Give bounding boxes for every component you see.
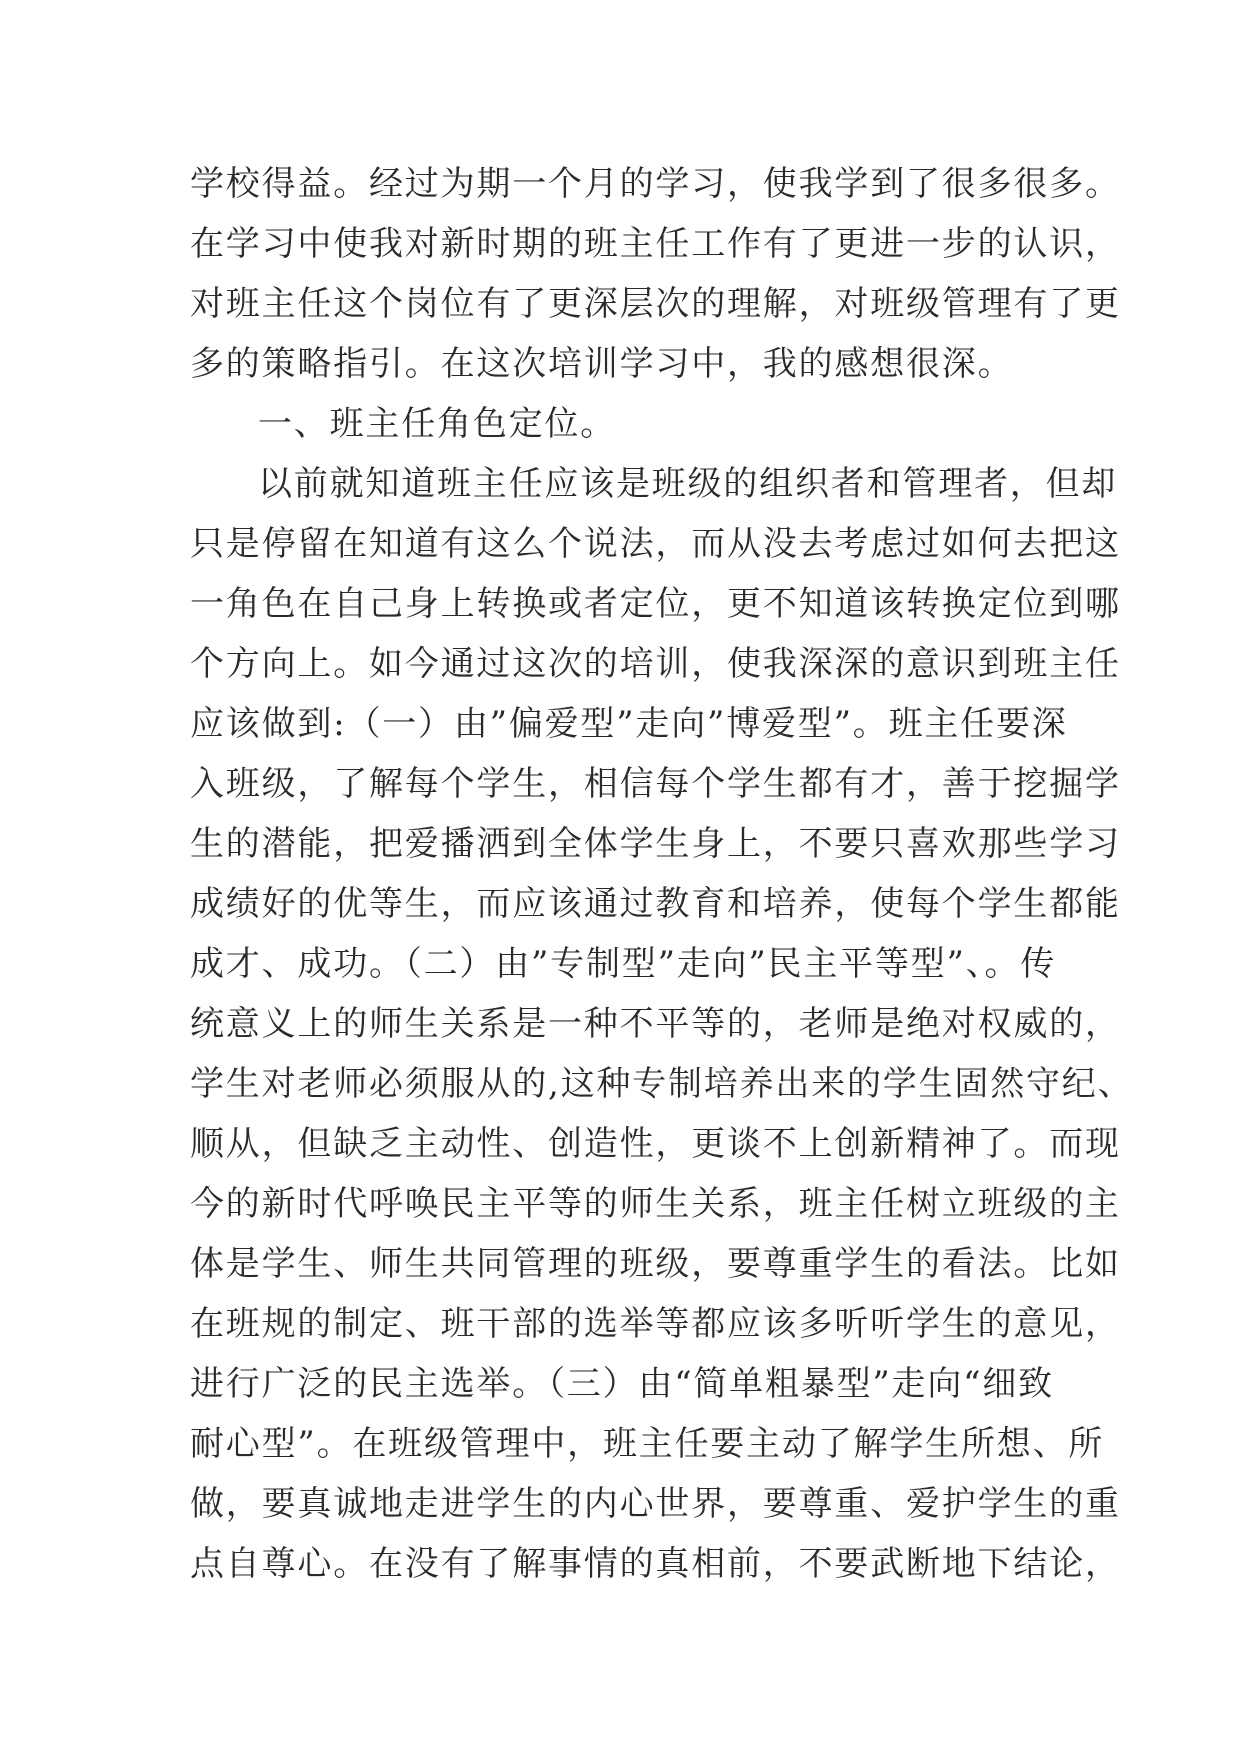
- text-line: 学生对老师必须服从的,这种专制培养出来的学生固然守纪、: [190, 1064, 1134, 1104]
- text-line: 顺从，但缺乏主动性、创造性，更谈不上创新精神了。而现: [190, 1124, 1121, 1164]
- text-line: 学校得益。经过为期一个月的学习，使我学到了很多很多。: [190, 164, 1121, 204]
- text-line: 统意义上的师生关系是一种不平等的，老师是绝对权威的，: [190, 1004, 1121, 1044]
- text-line: 点自尊心。在没有了解事情的真相前，不要武断地下结论，: [190, 1544, 1121, 1584]
- text-line: 进行广泛的民主选举。（三）由“简单粗暴型”走向“细致: [190, 1364, 1054, 1404]
- text-line: 成才、成功。（二）由”专制型”走向”民主平等型”、。传: [190, 944, 1057, 984]
- text-line: 成绩好的优等生，而应该通过教育和培养，使每个学生都能: [190, 884, 1121, 924]
- text-line: 耐心型”。在班级管理中，班主任要主动了解学生所想、所: [190, 1424, 1105, 1464]
- section-heading: 一、班主任角色定位。: [258, 404, 616, 444]
- text-line: 在学习中使我对新时期的班主任工作有了更进一步的认识，: [190, 224, 1121, 264]
- text-line: 生的潜能，把爱播洒到全体学生身上，不要只喜欢那些学习: [190, 824, 1121, 864]
- body-text: [190, 154, 1134, 1594]
- text-line: 以前就知道班主任应该是班级的组织者和管理者，但却: [258, 464, 1118, 504]
- text-line: 在班规的制定、班干部的选举等都应该多听听学生的意见，: [190, 1304, 1121, 1344]
- text-line: 应该做到:（一）由”偏爱型”走向”博爱型”。班主任要深: [190, 704, 1068, 744]
- text-line: 体是学生、师生共同管理的班级，要尊重学生的看法。比如: [190, 1244, 1121, 1284]
- text-line: 入班级，了解每个学生，相信每个学生都有才，善于挖掘学: [190, 764, 1121, 804]
- text-line: 对班主任这个岗位有了更深层次的理解，对班级管理有了更: [190, 284, 1121, 324]
- text-line: 个方向上。如今通过这次的培训，使我深深的意识到班主任: [190, 644, 1121, 684]
- text-line: 一角色在自己身上转换或者定位，更不知道该转换定位到哪: [190, 584, 1121, 624]
- text-line: 只是停留在知道有这么个说法，而从没去考虑过如何去把这: [190, 524, 1121, 564]
- text-line: 做，要真诚地走进学生的内心世界，要尊重、爱护学生的重: [190, 1484, 1121, 1524]
- text-line: 多的策略指引。在这次培训学习中，我的感想很深。: [190, 344, 1014, 384]
- text-line: 今的新时代呼唤民主平等的师生关系，班主任树立班级的主: [190, 1184, 1121, 1224]
